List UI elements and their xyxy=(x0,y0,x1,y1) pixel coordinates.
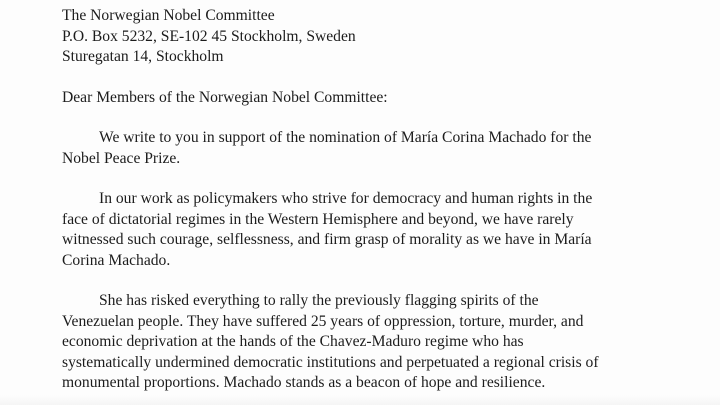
address-line-1: The Norwegian Nobel Committee xyxy=(62,7,275,24)
paragraph-2 xyxy=(62,189,702,271)
scan-edge-shadow xyxy=(0,395,720,405)
address-line-3: Sturegatan 14, Stockholm xyxy=(62,48,224,65)
paragraph-3-line-3: economic deprivation at the hands of the Chavez-Maduro regime who has xyxy=(62,333,524,350)
paragraph-3-line-2: Venezuelan people. They have suffered 25 years of oppression, torture, murder, and xyxy=(62,312,584,330)
salutation: Dear Members of the Norwegian Nobel Committee: xyxy=(62,88,388,106)
address-line-2: P.O. Box 5232, SE-102 45 Stockholm, Sweden xyxy=(62,27,356,45)
paragraph-2-line-1: In our work as policymakers who strive for democracy and human rights in the xyxy=(99,190,593,207)
paragraph-2-line-4: Corina Machado. xyxy=(62,251,171,269)
paragraph-3-line-4: systematically undermined democratic institutions and perpetuated a regional crisis of xyxy=(62,353,599,371)
paragraph-1-line-1: We write to you in support of the nomination of María Corina Machado for the xyxy=(99,129,592,146)
paragraph-2-line-2: face of dictatorial regimes in the Western Hemisphere and beyond, we have rarely xyxy=(62,210,574,228)
paragraph-3-line-1: She has risked everything to rally the previously flagging spirits of the xyxy=(99,292,539,309)
letter-body xyxy=(62,6,702,394)
paragraph-1 xyxy=(62,128,702,169)
paragraph-3 xyxy=(62,291,702,394)
paragraph-2-line-3: witnessed such courage, selflessness, and firm grasp of morality as we have in María xyxy=(62,231,592,248)
recipient-address xyxy=(62,6,702,68)
paragraph-3-line-5: monumental proportions. Machado stands as a beacon of hope and resilience. xyxy=(62,374,546,391)
paragraph-1-line-2: Nobel Peace Prize. xyxy=(62,149,181,167)
